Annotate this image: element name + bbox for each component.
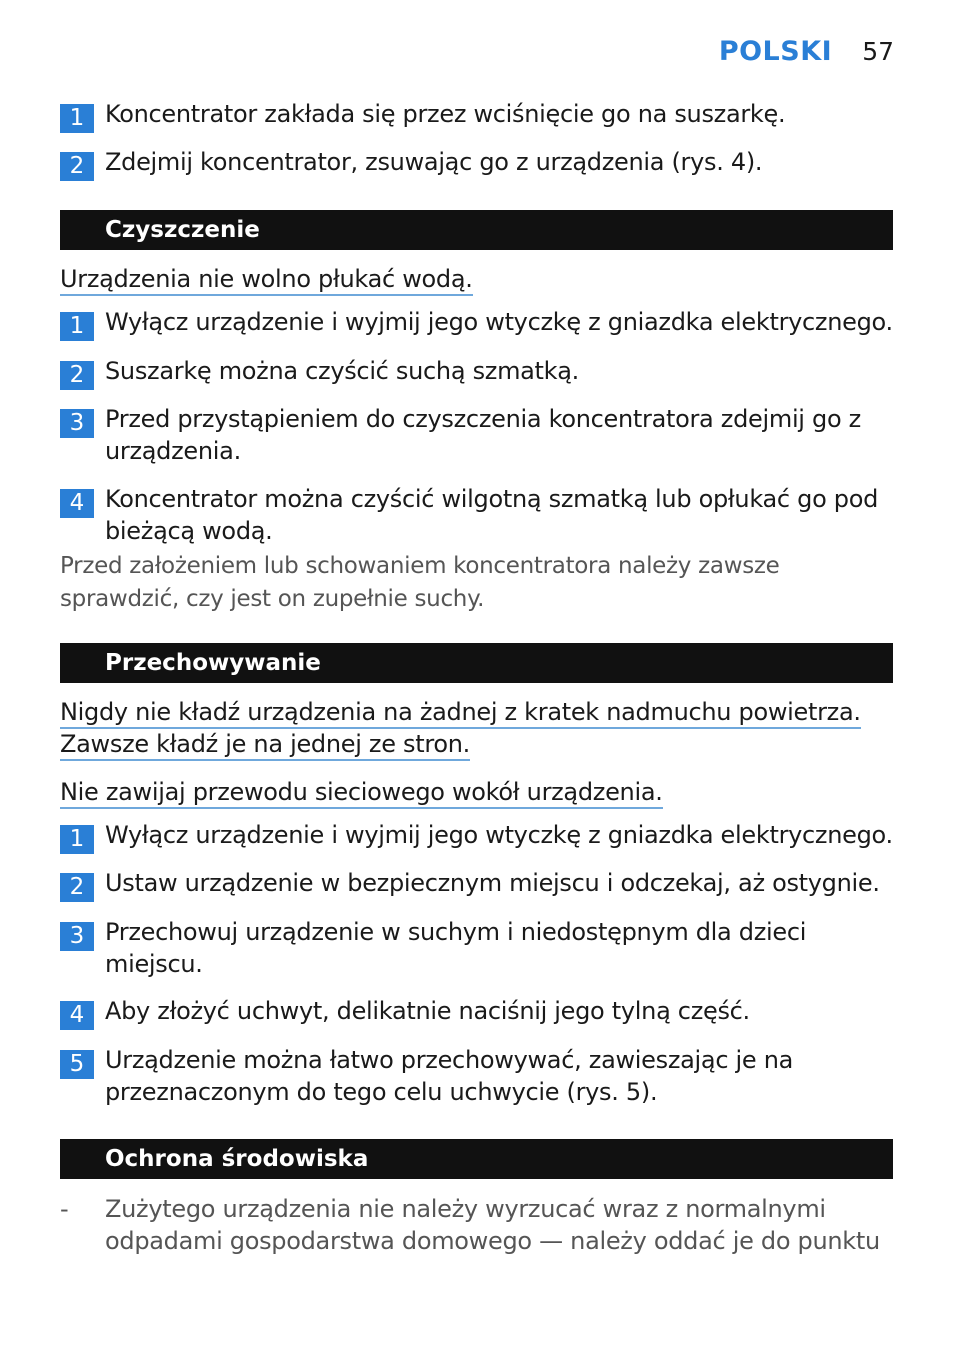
warning-text xyxy=(60,263,473,295)
step-text: Koncentrator można czyścić wilgotną szmatką lub opłukać go pod bieżącą wodą. xyxy=(105,485,879,545)
page-header xyxy=(719,36,894,67)
note-text: Przed założeniem lub schowaniem koncentratora należy zawsze sprawdzić, czy jest on zupełnie suchy. xyxy=(60,553,780,612)
step-number: 4 xyxy=(60,1001,94,1030)
step-text: Ustaw urządzenie w bezpiecznym miejscu i odczekaj, aż ostygnie. xyxy=(105,869,880,897)
warning-text xyxy=(60,776,663,808)
step-text: Przechowuj urządzenie w suchym i niedostępnym dla dzieci miejscu. xyxy=(105,918,807,978)
step-number: 5 xyxy=(60,1050,94,1079)
step-number: 2 xyxy=(60,873,94,902)
step-text: Zdejmij koncentrator, zsuwając go z urządzenia (rys. 4). xyxy=(105,148,763,176)
step-text: Wyłącz urządzenie i wyjmij jego wtyczkę z gniazdka elektrycznego. xyxy=(105,821,893,849)
warning-text xyxy=(60,696,861,728)
list-bullet: - xyxy=(60,1195,69,1223)
language-label: POLSKI xyxy=(718,36,833,67)
step-text: Koncentrator zakłada się przez wciśnięcie go na suszarkę. xyxy=(105,100,786,128)
step-number: 1 xyxy=(60,825,94,854)
warning-underlined: Nie zawijaj przewodu sieciowego wokół urządzenia. xyxy=(60,778,663,809)
step-number: 2 xyxy=(60,361,94,390)
step-text: Suszarkę można czyścić suchą szmatką. xyxy=(105,357,579,385)
step-text: Wyłącz urządzenie i wyjmij jego wtyczkę z gniazdka elektrycznego. xyxy=(105,308,893,336)
section-title: Przechowywanie xyxy=(105,650,321,676)
warning-underlined: Zawsze kładź je na jednej ze stron. xyxy=(60,730,470,761)
section-header-storage xyxy=(60,643,893,683)
warning-underlined: Urządzenia nie wolno płukać wodą. xyxy=(60,265,473,296)
section-header-environment xyxy=(60,1139,893,1179)
step-text: Aby złożyć uchwyt, delikatnie naciśnij jego tylną część. xyxy=(105,997,750,1025)
step-text: Przed przystąpieniem do czyszczenia koncentratora zdejmij go z urządzenia. xyxy=(105,405,861,465)
warning-text xyxy=(60,728,470,760)
step-text: Urządzenie można łatwo przechowywać, zawieszając je na przeznaczonym do tego celu uchwycie (rys. 5). xyxy=(105,1046,794,1106)
list-item-text: Zużytego urządzenia nie należy wyrzucać wraz z normalnymi odpadami gospodarstwa domowego — należy oddać je do punktu xyxy=(105,1195,880,1255)
section-title: Czyszczenie xyxy=(105,217,260,243)
step-number: 3 xyxy=(60,409,94,438)
warning-underlined: Nigdy nie kładź urządzenia na żadnej z kratek nadmuchu powietrza. xyxy=(60,698,861,729)
step-number: 4 xyxy=(60,489,94,518)
step-number: 1 xyxy=(60,312,94,341)
section-header-cleaning xyxy=(60,210,893,250)
step-number: 3 xyxy=(60,922,94,951)
page-number: 57 xyxy=(862,37,894,66)
step-number: 2 xyxy=(60,152,94,181)
section-title: Ochrona środowiska xyxy=(105,1146,369,1172)
step-number: 1 xyxy=(60,104,94,133)
